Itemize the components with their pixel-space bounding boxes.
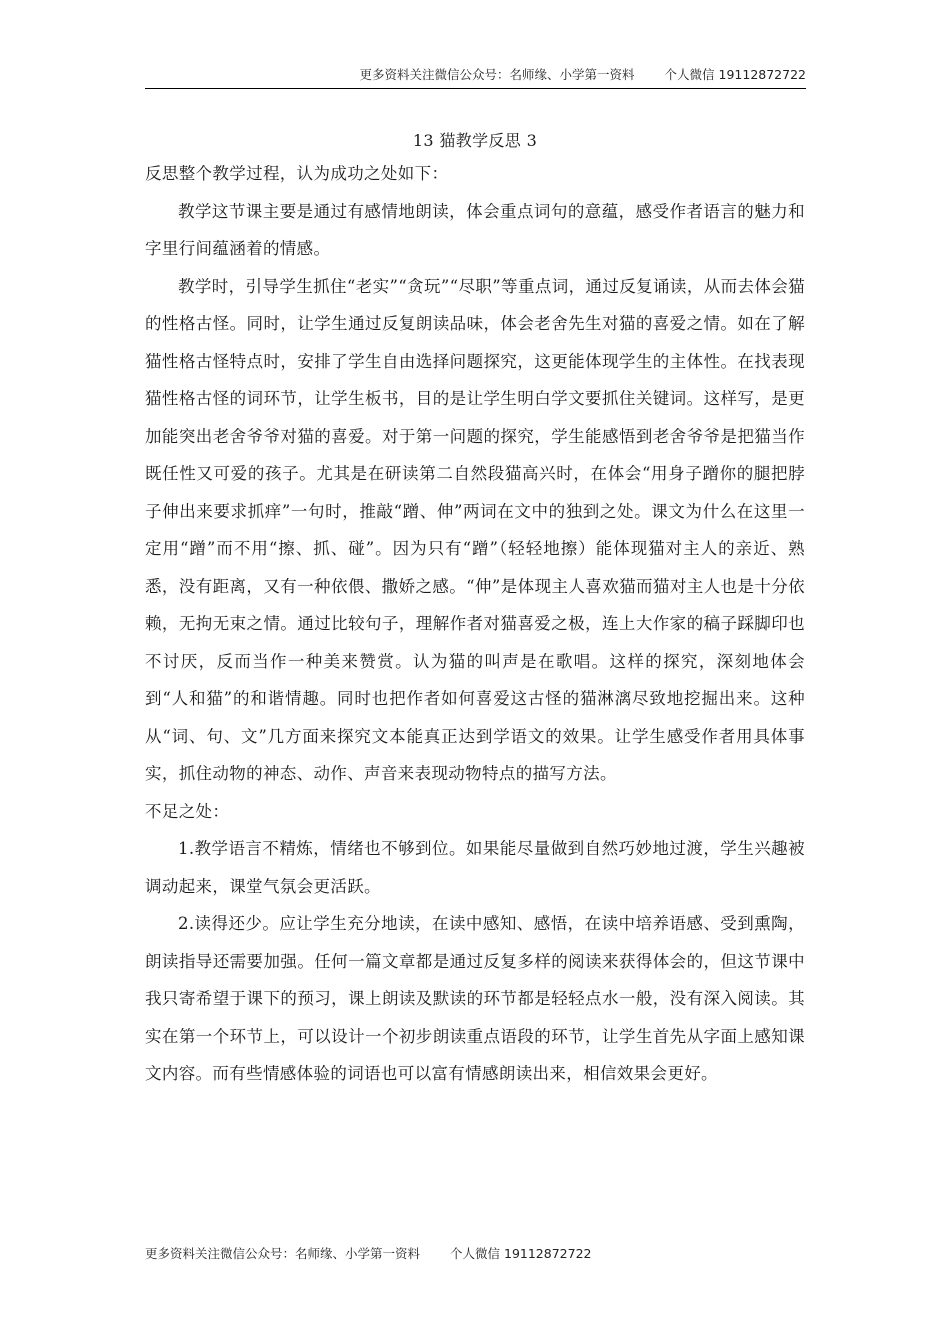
shortcoming-item-2: 2.读得还少。应让学生充分地读，在读中感知、感悟，在读中培养语感、受到熏陶，朗读指导还需要加强。任何一篇文章都是通过反复多样的阅读来获得体会的，但这节课中我只寄希望于课下的预习，课上朗读及默读的环节都是轻轻点水一般，没有深入阅读。其实在第一个环节上，可以设计一个初步朗读重点语段的环节，让学生首先从字面上感知课文内容。而有些情感体验的词语也可以富有情感朗读出来，相信效果会更好。 bbox=[145, 914, 805, 1083]
footer-contact-text: 个人微信 19112872722 bbox=[450, 1246, 592, 1261]
document-title: 13 猫教学反思 3 bbox=[412, 131, 538, 150]
header-contact-text: 个人微信 19112872722 bbox=[664, 67, 806, 82]
footer-source-text: 更多资料关注微信公众号：名师缘、小学第一资料 bbox=[145, 1246, 421, 1261]
page-footer bbox=[145, 1245, 591, 1263]
header-source-text: 更多资料关注微信公众号：名师缘、小学第一资料 bbox=[359, 67, 635, 82]
intro-paragraph: 反思整个教学过程，认为成功之处如下： bbox=[145, 164, 449, 183]
shortcomings-heading: 不足之处： bbox=[145, 801, 230, 821]
document-body bbox=[145, 127, 805, 1093]
body-paragraph-2: 教学时，引导学生抓住“老实”“贪玩”“尽职”等重点词，通过反复诵读，从而去体会猫的性格古怪。同时，让学生通过反复朗读品味，体会老舍先生对猫的喜爱之情。如在了解猫性格古怪特点时，安排了学生自由选择问题探究，这更能体现学生的主体性。在找表现猫性格古怪的词环节，让学生板书，目的是让学生明白学文要抓住关键词。这样写，是更加能突出老舍爷爷对猫的喜爱。对于第一问题的探究，学生能感悟到老舍爷爷是把猫当作既任性又可爱的孩子。尤其是在研读第二自然段猫高兴时，在体会“用身子蹭你的腿把脖子伸出来要求抓痒”一句时，推敲“蹭、伸”两词在文中的独到之处。课文为什么在这里一定用“蹭”而不用“擦、抓、碰”。因为只有“蹭”（轻轻地擦）能体现猫对主人的亲近、熟悉，没有距离，又有一种依偎、撒娇之感。“伸”是体现主人喜欢猫而猫对主人也是十分依赖，无拘无束之情。通过比较句子，理解作者对猫喜爱之极，连上大作家的稿子踩脚印也不讨厌，反而当作一种美来赞赏。认为猫的叫声是在歌唱。这样的探究，深刻地体会到“人和猫”的和谐情趣。同时也把作者如何喜爱这古怪的猫淋漓尽致地挖掘出来。这种从“词、句、文”几方面来探究文本能真正达到学语文的效果。让学生感受作者用具体事实，抓住动物的神态、动作、声音来表现动物特点的描写方法。 bbox=[145, 276, 805, 783]
page-header bbox=[145, 66, 806, 89]
body-paragraph-1: 教学这节课主要是通过有感情地朗读，体会重点词句的意蕴，感受作者语言的魅力和字里行间蕴涵着的情感。 bbox=[145, 201, 805, 258]
shortcoming-item-1: 1.教学语言不精炼，情绪也不够到位。如果能尽量做到自然巧妙地过渡，学生兴趣被调动起来，课堂气氛会更活跃。 bbox=[145, 839, 805, 896]
